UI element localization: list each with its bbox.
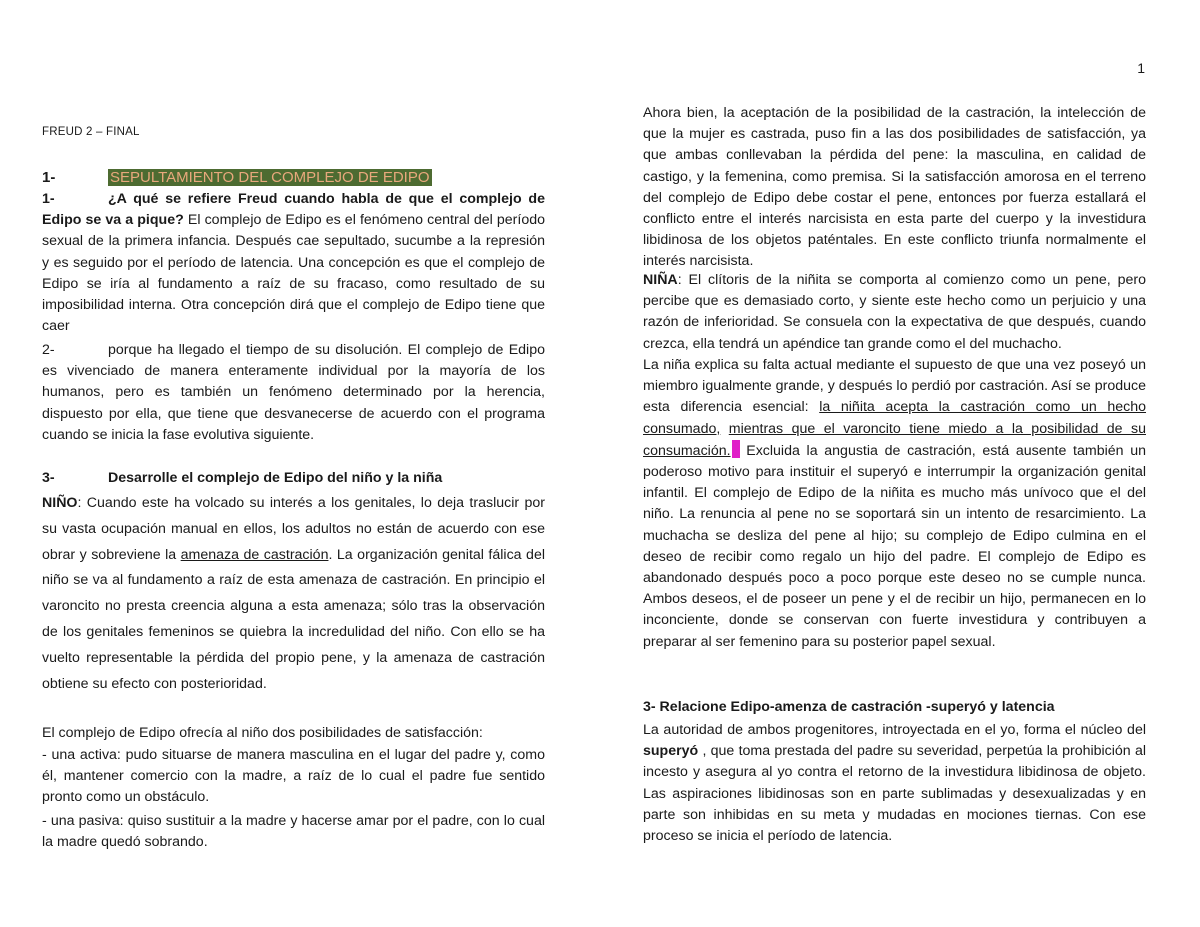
underlined-phrase-1: la niñita acepta la castración como un hecho consumado, — [643, 399, 1147, 437]
paragraph-superyo — [643, 720, 1146, 847]
heading-number: 1- — [42, 169, 56, 186]
paragraph-text-continued: , que toma prestada del padre su severidad, perpetúa la prohibición al incesto y asegura al yo contra el retorno de la investidura libidinosa de objeto. Las aspiraciones libidinosas son en parte sublimadas y desexualizadas y en parte son inhibidas en su meta y mudadas en mociones tiernas. Con ese proceso se inicia el período de latencia. — [643, 743, 1146, 845]
question-text: ¿A qué se refiere Freud cuando habla de que el complejo de Edipo se va a pique? — [42, 191, 545, 229]
nino-label: NIÑO — [42, 495, 78, 511]
nina-paragraph — [643, 270, 1146, 355]
paragraph-2 — [42, 340, 545, 446]
satisfaction-intro: El complejo de Edipo ofrecía al niño dos posibilidades de satisfacción: — [42, 725, 483, 741]
underlined-phrase: amenaza de castración — [180, 546, 329, 563]
question-title: Desarrolle el complejo de Edipo del niño y la niña — [108, 470, 443, 486]
text-cursor — [732, 440, 740, 458]
question-number: 3- — [42, 470, 55, 486]
passive-option: - una pasiva: quiso sustituir a la madre y hacerse amar por el padre, con lo cual la madre quedó sobrando. — [42, 813, 545, 851]
paragraph-difference — [643, 355, 1146, 653]
question-number: 1- — [42, 191, 55, 207]
section-3-heading: 3- Relacione Edipo-amenza de castración -superyó y latencia — [643, 699, 1055, 715]
bold-term: superyó — [643, 743, 699, 760]
answer-text: El complejo de Edipo es el fenómeno central del período sexual de la primera infancia. Después cae sepultado, sucumbe a la represión y es seguido por el período de latencia. Una concepción es que el complejo de Edipo se iría al fundamento a raíz de su fracaso, como resultado de su imposibilidad interna. Otra concepción dirá que el complejo de Edipo tiene que caer — [42, 212, 545, 335]
underlined-phrase-2: mientras que el varoncito tiene miedo a la posibilidad de su consumación. — [643, 420, 1146, 459]
nina-text: : El clítoris de la niñita se comporta al comienzo como un pene, pero percibe que es demasiado corto, y siente este hecho como un perjuicio y una razón de inferioridad. Se consuela con la expectativa de que después, cuando crezca, ella tendrá un apéndice tan grande como el del muchacho. — [643, 272, 1146, 352]
nino-text-continued: . La organización genital fálica del niño se va al fundamento a raíz de esta amenaza de castración. En principio el varoncito no presta creencia alguna a esta amenaza; sólo tras la observación de los genitales femeninos se quiebra la incredulidad del niño. Con ello se ha vuelto representable la pérdida del propio pene, y la amenaza de castración obtiene su efecto con posterioridad. — [42, 546, 545, 692]
question-1 — [42, 189, 545, 337]
document-header: FREUD 2 – FINAL — [42, 126, 140, 138]
nina-label: NIÑA — [643, 272, 678, 288]
highlighted-title: SEPULTAMIENTO DEL COMPLEJO DE EDIPO — [110, 169, 430, 186]
paragraph-text: La autoridad de ambos progenitores, introyectada en el yo, forma el núcleo del — [643, 722, 1146, 738]
paragraph-text-continued: Excluida la angustia de castración, está ausente también un poderoso motivo para instituir el superyó e interrumpir la organización genital infantil. El complejo de Edipo de la niñita es mucho más unívoco que el del niño. La renuncia al pene no se soportará sin un intento de resarcimiento. La muchacha se desliza del pene al hijo; su complejo de Edipo culmina en el deseo de recibir como regalo un hijo del padre. El complejo de Edipo es abandonado después poco a poco porque este deseo no se cumple nunca. Ambos deseos, el de poseer un pene y el de recibir un hijo, permanecen en lo inconciente, donde se conservan con fuerte investidura y contribuyen a preparar al ser femenino para su posterior papel sexual. — [643, 442, 1146, 650]
paragraph-text: porque ha llegado el tiempo de su disolución. El complejo de Edipo es vivenciado de manera enteramente individual por la mayoría de los humanos, pero es también un fenómeno determinado por la herencia, dispuesto por ella, que tiene que desvanecerse de acuerdo con el programa cuando se inicia la fase evolutiva siguiente. — [42, 342, 545, 443]
nino-text: : Cuando este ha volcado su interés a los genitales, lo deja traslucir por su vasta ocupación manual en ellos, los adultos no están de acuerdo con ese obrar y sobreviene la — [42, 495, 545, 563]
paragraph-text: La niña explica su falta actual mediante el supuesto de que una vez poseyó un miembro igualmente grande, y después lo perdió por castración. Así se produce esta diferencia esencial: — [643, 357, 1146, 416]
paragraph-number: 2- — [42, 342, 55, 358]
page-number: 1 — [1137, 60, 1145, 76]
question-3 — [42, 468, 545, 489]
section-heading — [42, 167, 545, 188]
space — [720, 421, 728, 437]
nino-paragraph — [42, 491, 545, 697]
active-option: - una activa: pudo situarse de manera masculina en el lugar del padre y, como él, mantener comercio con la madre, a raíz de lo cual el padre fue sentido pronto como un obstáculo. — [42, 747, 545, 806]
paragraph-castration: Ahora bien, la aceptación de la posibilidad de la castración, la intelección de que la mujer es castrada, puso fin a las dos posibilidades de satisfacción, ya que ambas conllevaban la pérdida del pene: la masculina, en calidad de castigo, y la femenina, como premisa. Si la satisfacción amorosa en el terreno del complejo de Edipo debe costar el pene, entonces por fuerza estallará el conflicto entre el interés narcisista en esta parte del cuerpo y la investidura libidinosa de los objetos paténtales. En este conflicto triunfa normalmente el interés narcisista. — [643, 105, 1146, 270]
